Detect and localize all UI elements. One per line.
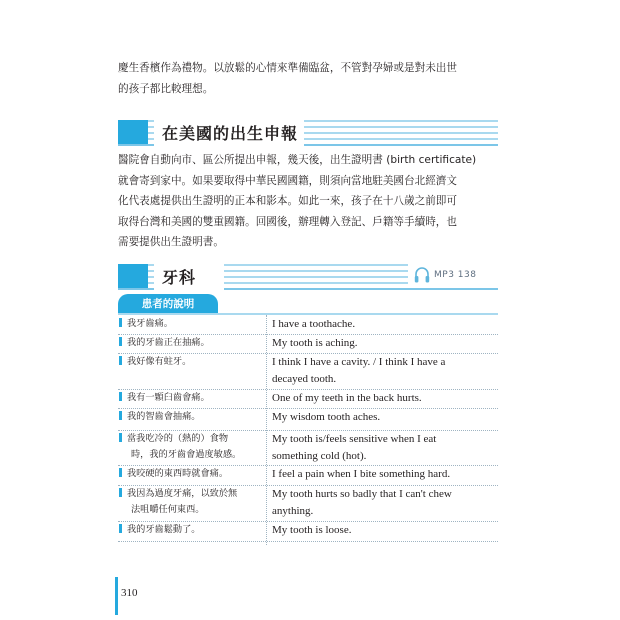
bullet-bar (119, 318, 122, 327)
chinese-phrase-line: 我因為過度牙痛，以致於無 (119, 486, 259, 502)
chinese-phrase (119, 522, 259, 538)
bullet-bar (119, 356, 122, 365)
paragraph-line: 醫院會自動向市、區公所提出申報，幾天後，出生證明書 (birth certificate) (118, 154, 477, 166)
tab-underline (118, 313, 498, 315)
chinese-phrase-line: 我的牙齒鬆動了。 (119, 522, 259, 538)
english-phrase-line: My tooth is aching. (272, 337, 358, 349)
chinese-phrase-line: 我有一顆臼齒會痛。 (119, 390, 259, 406)
paragraph-line: 取得台灣和美國的雙重國籍。回國後，辦理轉入登記、戶籍等手續時，也 (118, 215, 457, 228)
chinese-phrase-line: 我的智齒會抽痛。 (119, 409, 259, 425)
english-phrase-line: My tooth hurts so badly that I can't chew (272, 488, 452, 500)
section-marker (118, 264, 148, 288)
chinese-phrase-line: 法咀嚼任何東西。 (131, 503, 205, 515)
bullet-bar (119, 392, 122, 401)
patient-statements-tab: 患者的說明 (118, 294, 218, 314)
section-title: 在美國的出生申報 (162, 124, 299, 143)
section-title: 牙科 (162, 268, 197, 287)
birth-registration-paragraph (118, 150, 496, 253)
english-phrase-line: I feel a pain when I bite something hard. (272, 468, 451, 480)
english-phrase (272, 335, 498, 352)
bullet-bar (119, 433, 122, 442)
chinese-phrase (119, 431, 259, 462)
bullet-bar (119, 411, 122, 420)
paragraph-line: 就會寄到家中。如果要取得中華民國國籍，則須向當地駐美國台北經濟文 (118, 174, 457, 187)
chinese-phrase-line: 我咬硬的東西時就會痛。 (119, 466, 259, 482)
bullet-bar (119, 468, 122, 477)
chinese-phrase (119, 486, 259, 517)
english-phrase-line: One of my teeth in the back hurts. (272, 392, 422, 404)
chinese-phrase (119, 390, 259, 406)
english-phrase-line: decayed tooth. (272, 373, 337, 386)
english-phrase (272, 409, 498, 426)
english-phrase-line: something cold (hot). (272, 450, 367, 463)
english-phrase-line: My tooth is loose. (272, 524, 352, 536)
english-phrase (272, 466, 498, 483)
intro-paragraph (118, 58, 496, 99)
chinese-phrase (119, 409, 259, 425)
section-header-dentistry (118, 262, 498, 292)
chinese-phrase (119, 354, 259, 370)
english-phrase (272, 390, 498, 407)
bullet-bar (119, 488, 122, 497)
chinese-phrase-line: 我牙齒痛。 (119, 316, 259, 332)
audio-track-label: MP3 138 (434, 270, 477, 280)
english-phrase-line: anything. (272, 505, 314, 518)
english-phrase-line: I think I have a cavity. / I think I have a (272, 356, 446, 368)
english-phrase (272, 354, 498, 389)
section-marker (118, 120, 148, 144)
paragraph-line: 化代表處提供出生證明的正本和影本。如此一來，孩子在十八歲之前即可 (118, 195, 457, 207)
row-divider (118, 541, 498, 542)
english-phrase-line: My wisdom tooth aches. (272, 411, 381, 423)
intro-line: 的孩子都比較理想。 (118, 82, 214, 95)
english-phrase (272, 316, 498, 333)
english-phrase (272, 431, 498, 466)
english-phrase-line: My tooth is/feels sensitive when I eat (272, 433, 437, 445)
chinese-phrase-line: 時，我的牙齒會過度敏感。 (131, 448, 242, 460)
page-number: 310 (121, 587, 138, 599)
chinese-phrase (119, 466, 259, 482)
paragraph-line: 需要提供出生證明書。 (118, 236, 224, 248)
section-header-birth-registration (118, 118, 498, 148)
chinese-phrase (119, 316, 259, 332)
english-phrase-line: I have a toothache. (272, 318, 356, 330)
chinese-phrase-line: 我好像有蛀牙。 (119, 354, 259, 370)
intro-line: 慶生香檳作為禮物。以放鬆的心情來準備臨盆，不管對孕婦或是對未出世 (118, 62, 457, 74)
page-number-bar (115, 577, 118, 615)
english-phrase (272, 522, 498, 539)
english-phrase (272, 486, 498, 521)
chinese-phrase-line: 我的牙齒正在抽痛。 (119, 335, 259, 351)
headphones-icon[interactable] (414, 266, 430, 288)
bullet-bar (119, 524, 122, 533)
chinese-phrase-line: 當我吃冷的（熱的）食物 (119, 431, 259, 447)
bullet-bar (119, 337, 122, 346)
chinese-phrase (119, 335, 259, 351)
